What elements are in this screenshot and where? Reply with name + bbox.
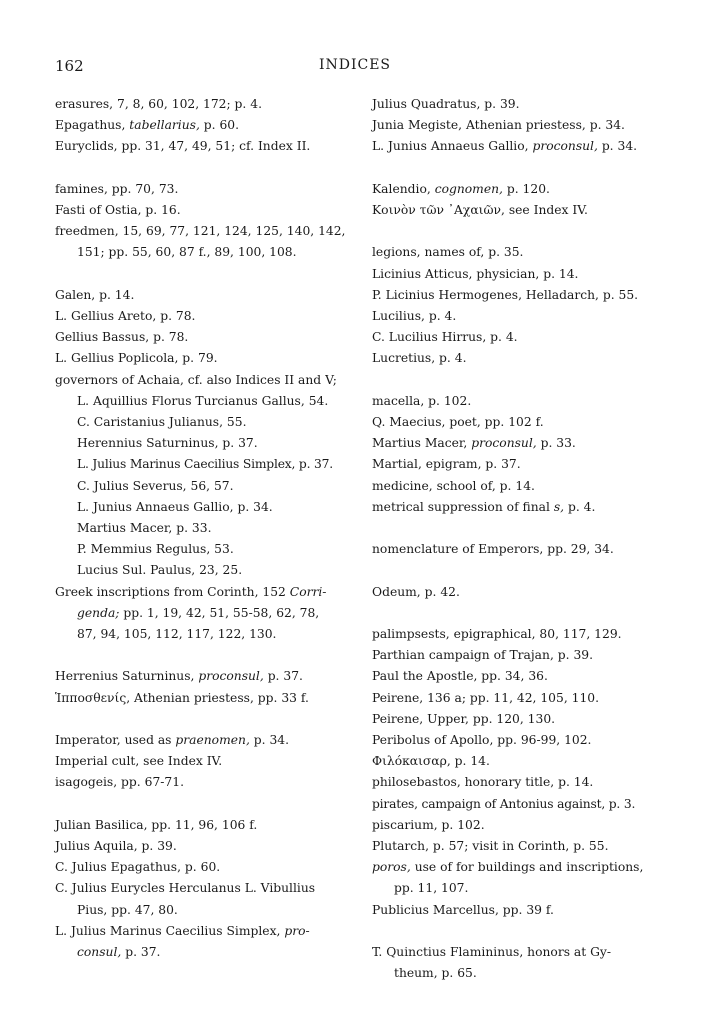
index-entry: Imperator, used as praenomen, p. 34. bbox=[55, 733, 290, 748]
index-entry: L. Gellius Areto, p. 78. bbox=[55, 309, 196, 323]
right-column bbox=[372, 94, 662, 984]
index-entry: Martial, epigram, p. 37. bbox=[372, 457, 521, 472]
index-entry: Julius Aquila, p. 39. bbox=[55, 839, 177, 854]
index-entry: metrical suppression of final s, p. 4. bbox=[372, 499, 596, 514]
index-entry: Κοινὸν τῶν ᾿Αχαιῶν, see Index IV. bbox=[372, 203, 588, 217]
index-entry: Fasti of Ostia, p. 16. bbox=[55, 203, 181, 217]
index-entry: Imperial cult, see Index IV. bbox=[55, 754, 223, 769]
index-entry: freedmen, 15, 69, 77, 121, 124, 125, 140, 142, bbox=[55, 224, 346, 239]
index-entry-continuation: 151; pp. 55, 60, 87 f., 89, 100, 108. bbox=[77, 245, 297, 260]
index-entry: L. Junius Annaeus Gallio, proconsul, p. 34. bbox=[372, 139, 638, 154]
index-entry: legions, names of, p. 35. bbox=[372, 245, 524, 260]
index-entry: Julius Quadratus, p. 39. bbox=[372, 97, 520, 111]
index-entry: Paul the Apostle, pp. 34, 36. bbox=[372, 669, 548, 684]
index-entry: Junia Megiste, Athenian priestess, p. 34. bbox=[372, 118, 625, 133]
index-subentry: Herennius Saturninus, p. 37. bbox=[77, 436, 258, 451]
index-entry: Plutarch, p. 57; visit in Corinth, p. 55. bbox=[372, 839, 609, 854]
index-entry: Publicius Marcellus, pp. 39 f. bbox=[372, 902, 554, 917]
index-entry: Peirene, 136 a; pp. 11, 42, 105, 110. bbox=[372, 690, 600, 705]
left-column bbox=[55, 94, 347, 963]
index-entry: Martius Macer, proconsul, p. 33. bbox=[372, 436, 576, 451]
index-subentry: C. Caristanius Julianus, 55. bbox=[77, 415, 247, 430]
index-entry-continuation: 87, 94, 105, 112, 117, 122, 130. bbox=[77, 627, 277, 642]
index-entry: Licinius Atticus, physician, p. 14. bbox=[372, 266, 579, 281]
index-entry: Peirene, Upper, pp. 120, 130. bbox=[372, 711, 556, 726]
index-entry-continuation: consul, p. 37. bbox=[77, 945, 161, 960]
index-entry: Herrenius Saturninus, proconsul, p. 37. bbox=[55, 669, 303, 684]
index-entry: P. Licinius Hermogenes, Helladarch, p. 55. bbox=[372, 287, 639, 302]
index-entry: macella, p. 102. bbox=[372, 393, 472, 408]
index-entry: T. Quinctius Flamininus, honors at Gy- bbox=[372, 945, 612, 960]
index-entry: Epagathus, tabellarius, p. 60. bbox=[55, 118, 240, 133]
index-subentry: L. Julius Marinus Caecilius Simplex, p. 37. bbox=[77, 457, 333, 472]
index-subentry: C. Julius Severus, 56, 57. bbox=[77, 478, 234, 493]
index-subentry: P. Memmius Regulus, 53. bbox=[77, 542, 234, 557]
index-entry: Peribolus of Apollo, pp. 96-99, 102. bbox=[372, 733, 592, 747]
index-subentry: Martius Macer, p. 33. bbox=[77, 521, 212, 536]
page-number: 162 bbox=[55, 57, 84, 75]
index-entry: governors of Achaia, cf. also Indices II and V; bbox=[55, 372, 337, 387]
index-entry-continuation: genda; pp. 1, 19, 42, 51, 55-58, 62, 78, bbox=[77, 605, 320, 620]
index-entry-continuation: pp. 11, 107. bbox=[394, 881, 469, 896]
running-header: INDICES bbox=[318, 57, 392, 73]
index-entry: famines, pp. 70, 73. bbox=[55, 181, 179, 196]
index-entry: L. Julius Marinus Caecilius Simplex, pro- bbox=[55, 923, 310, 938]
index-entry-continuation: theum, p. 65. bbox=[394, 966, 477, 981]
index-subentry: L. Aquillius Florus Turcianus Gallus, 54. bbox=[77, 393, 329, 408]
index-entry: Galen, p. 14. bbox=[55, 287, 135, 302]
index-entry: Kalendio, cognomen, p. 120. bbox=[372, 181, 550, 196]
index-entry: Parthian campaign of Trajan, p. 39. bbox=[372, 648, 594, 663]
index-entry: erasures, 7, 8, 60, 102, 172; p. 4. bbox=[55, 97, 262, 111]
index-entry: C. Julius Eurycles Herculanus L. Vibullius bbox=[55, 881, 316, 896]
index-entry: poros, use of for buildings and inscriptions, bbox=[372, 860, 644, 875]
index-entry: Ἱπποσθενίς, Athenian priestess, pp. 33 f. bbox=[55, 690, 309, 705]
index-entry: Q. Maecius, poet, pp. 102 f. bbox=[372, 415, 544, 429]
index-entry: pirates, campaign of Antonius against, p. 3. bbox=[372, 796, 636, 811]
index-entry: Julian Basilica, pp. 11, 96, 106 f. bbox=[55, 817, 258, 832]
index-subentry: Lucius Sul. Paulus, 23, 25. bbox=[77, 563, 243, 578]
index-entry-continuation: Pius, pp. 47, 80. bbox=[77, 902, 178, 917]
index-entry: C. Julius Epagathus, p. 60. bbox=[55, 860, 221, 875]
index-entry: Lucretius, p. 4. bbox=[372, 351, 467, 366]
index-entry: C. Lucilius Hirrus, p. 4. bbox=[372, 330, 518, 345]
index-entry: Euryclids, pp. 31, 47, 49, 51; cf. Index II. bbox=[55, 139, 311, 154]
index-entry: palimpsests, epigraphical, 80, 117, 129. bbox=[372, 626, 622, 641]
index-entry: Greek inscriptions from Corinth, 152 Corri- bbox=[55, 584, 327, 599]
index-entry: medicine, school of, p. 14. bbox=[372, 478, 535, 493]
index-entry: Φιλόκαισαρ, p. 14. bbox=[372, 754, 490, 769]
index-entry: Odeum, p. 42. bbox=[372, 584, 460, 599]
index-entry: isagogeis, pp. 67-71. bbox=[55, 775, 184, 790]
index-entry: L. Gellius Poplicola, p. 79. bbox=[55, 351, 218, 366]
index-entry: nomenclature of Emperors, pp. 29, 34. bbox=[372, 542, 614, 557]
index-entry: philosebastos, honorary title, p. 14. bbox=[372, 775, 594, 790]
index-entry: piscarium, p. 102. bbox=[372, 817, 485, 832]
index-entry: Gellius Bassus, p. 78. bbox=[55, 330, 189, 345]
index-subentry: L. Junius Annaeus Gallio, p. 34. bbox=[77, 499, 273, 514]
index-entry: Lucilius, p. 4. bbox=[372, 309, 457, 323]
